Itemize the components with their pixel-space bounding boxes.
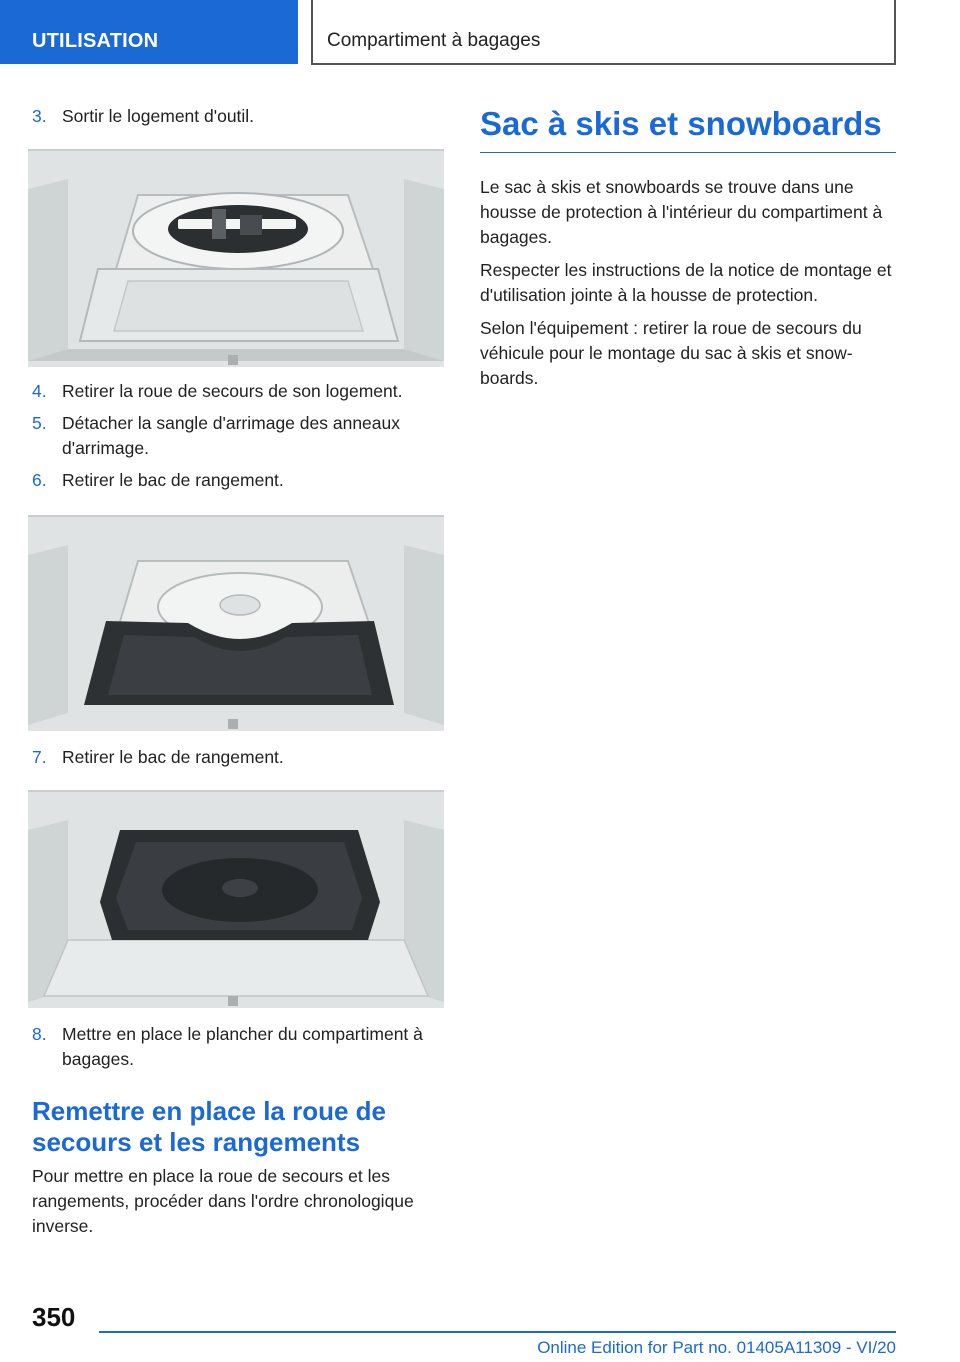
step-8 (28, 1022, 444, 1072)
step-4 (28, 379, 444, 404)
step-text: Sortir le logement d'outil. (62, 106, 255, 126)
step-number: 7. (32, 747, 47, 767)
edition-footer: Online Edition for Part no. 01405A11309 - VI/20 (537, 1338, 896, 1357)
section-tab (0, 0, 298, 64)
step-6 (28, 468, 444, 493)
step-7 (28, 745, 444, 770)
step-text: Retirer la roue de secours de son logement. (62, 381, 403, 401)
section-heading: Sac à skis et snowboards (480, 104, 896, 153)
step-text: Détacher la sangle d'arrimage des anneaux d'arrimage. (62, 413, 400, 458)
paragraph-2: Respecter les instructions de la notice de montage et d'utilisation jointe à la housse de protection. (480, 260, 892, 305)
step-text: Retirer le bac de rangement. (62, 747, 284, 767)
right-column (480, 104, 896, 391)
left-column (28, 104, 444, 1239)
subheading: Remettre en place la roue de secours et les rangements (32, 1096, 387, 1157)
step-number: 5. (32, 413, 47, 433)
step-5 (28, 411, 444, 461)
figure-large-tray (28, 790, 444, 1008)
step-number: 4. (32, 381, 47, 401)
footer-divider (99, 1331, 896, 1333)
step-number: 8. (32, 1024, 47, 1044)
chapter-header (311, 0, 896, 65)
step-number: 3. (32, 106, 47, 126)
step-3 (28, 104, 444, 129)
subheading-text: Pour mettre en place la roue de secours et les rangements, procéder dans l'ordre chronologique inverse. (32, 1166, 414, 1236)
section-title: UTILISATION (32, 30, 159, 52)
chapter-title: Compartiment à bagages (327, 30, 541, 51)
step-text: Retirer le bac de rangement. (62, 470, 284, 490)
page-number: 350 (32, 1302, 76, 1332)
paragraph-1: Le sac à skis et snowboards se trouve dans une housse de protection à l'intérieur du compartiment à bagages. (480, 177, 883, 247)
step-number: 6. (32, 470, 47, 490)
paragraph-3: Selon l'équipement : retirer la roue de secours du véhicule pour le montage du sac à skis et snowboards. (480, 318, 862, 388)
figure-storage-tray (28, 515, 444, 731)
figure-tool-holder (28, 149, 444, 367)
step-text: Mettre en place le plancher du compartiment à bagages. (62, 1024, 423, 1069)
